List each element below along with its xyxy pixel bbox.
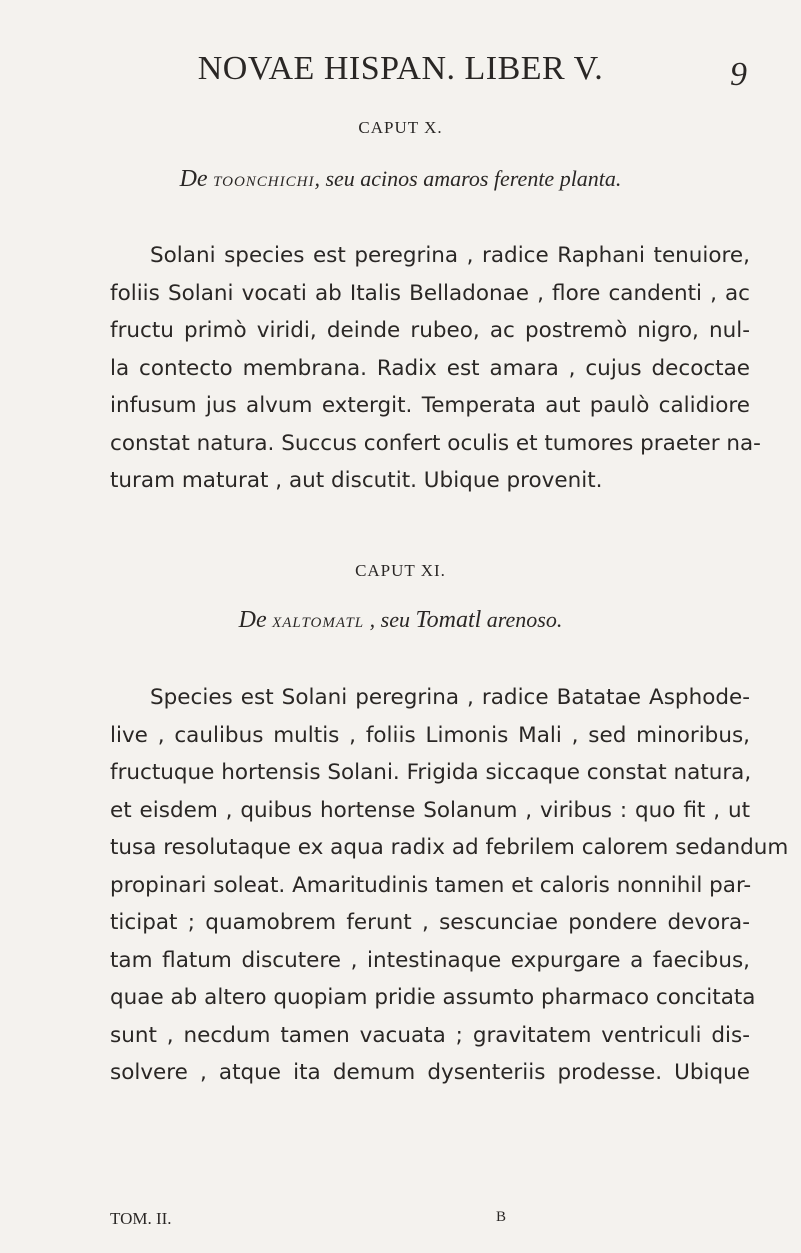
volume-mark: TOM. II. bbox=[110, 1209, 172, 1228]
text-line: et eisdem , quibus hortense Solanum , viribus : quo fit , ut bbox=[110, 797, 750, 823]
text-line: tusa resolutaque ex aqua radix ad febrilem calorem sedandum bbox=[110, 835, 789, 860]
text-line: propinari soleat. Amaritudinis tamen et caloris nonnihil par- bbox=[110, 872, 752, 898]
chapter-xi-heading: CAPUT XI. bbox=[355, 561, 446, 580]
text-line: tam flatum discutere , intestinaque expurgare a faecibus, bbox=[110, 947, 750, 973]
chapter-xi-title-de: De bbox=[238, 607, 267, 633]
chapter-x-title-de: De bbox=[179, 166, 208, 192]
text-line: live , caulibus multis , foliis Limonis Mali , sed minoribus, bbox=[110, 722, 750, 748]
chapter-xi-title-sep: , seu bbox=[369, 607, 410, 632]
text-line: infusum jus alvum extergit. Temperata aut paulò calidiore bbox=[110, 393, 750, 418]
chapter-xi-title-name: XALTOMATL bbox=[272, 615, 365, 631]
chapter-x-title bbox=[0, 166, 801, 193]
text-line: Solani species est peregrina , radice Raphani tenuiore, bbox=[150, 243, 750, 268]
text-line: turam maturat , aut discutit. Ubique provenit. bbox=[110, 468, 603, 493]
running-title: NOVAE HISPAN. LIBER V. bbox=[197, 50, 604, 87]
chapter-xi-title-rest: arenoso. bbox=[486, 607, 563, 632]
text-line: foliis Solani vocati ab Italis Belladonae , flore candenti , ac bbox=[110, 280, 750, 306]
signature-mark: B bbox=[496, 1209, 507, 1225]
chapter-x-title-name: TOONCHICHI bbox=[213, 174, 315, 190]
chapter-xi-title bbox=[0, 607, 801, 634]
text-line: quae ab altero quopiam pridie assumto pharmaco concitata bbox=[110, 985, 756, 1010]
text-line: la contecto membrana. Radix est amara , cujus decoctae bbox=[110, 355, 750, 381]
chapter-xi-paragraph bbox=[110, 679, 789, 1092]
text-line: sunt , necdum tamen vacuata ; gravitatem ventriculi dis- bbox=[110, 1022, 750, 1048]
chapter-x-heading: CAPUT X. bbox=[358, 118, 443, 137]
chapter-x-title-rest: , seu acinos amaros ferente planta. bbox=[314, 166, 622, 191]
text-line: Species est Solani peregrina , radice Batatae Asphode- bbox=[150, 685, 750, 710]
page-number: 9 bbox=[730, 56, 747, 93]
chapter-x-paragraph bbox=[110, 237, 761, 500]
text-line: constat natura. Succus confert oculis et tumores praeter na- bbox=[110, 430, 761, 456]
text-line: fructuque hortensis Solani. Frigida siccaque constat natura, bbox=[110, 760, 752, 785]
text-line: ticipat ; quamobrem ferunt , sescunciae pondere devora- bbox=[110, 910, 750, 935]
text-line: fructu primò viridi, deinde rubeo, ac postremò nigro, nul- bbox=[110, 318, 750, 343]
chapter-xi-title-word: Tomatl bbox=[415, 607, 482, 633]
text-line: solvere , atque ita demum dysenteriis prodesse. Ubique bbox=[110, 1060, 750, 1085]
